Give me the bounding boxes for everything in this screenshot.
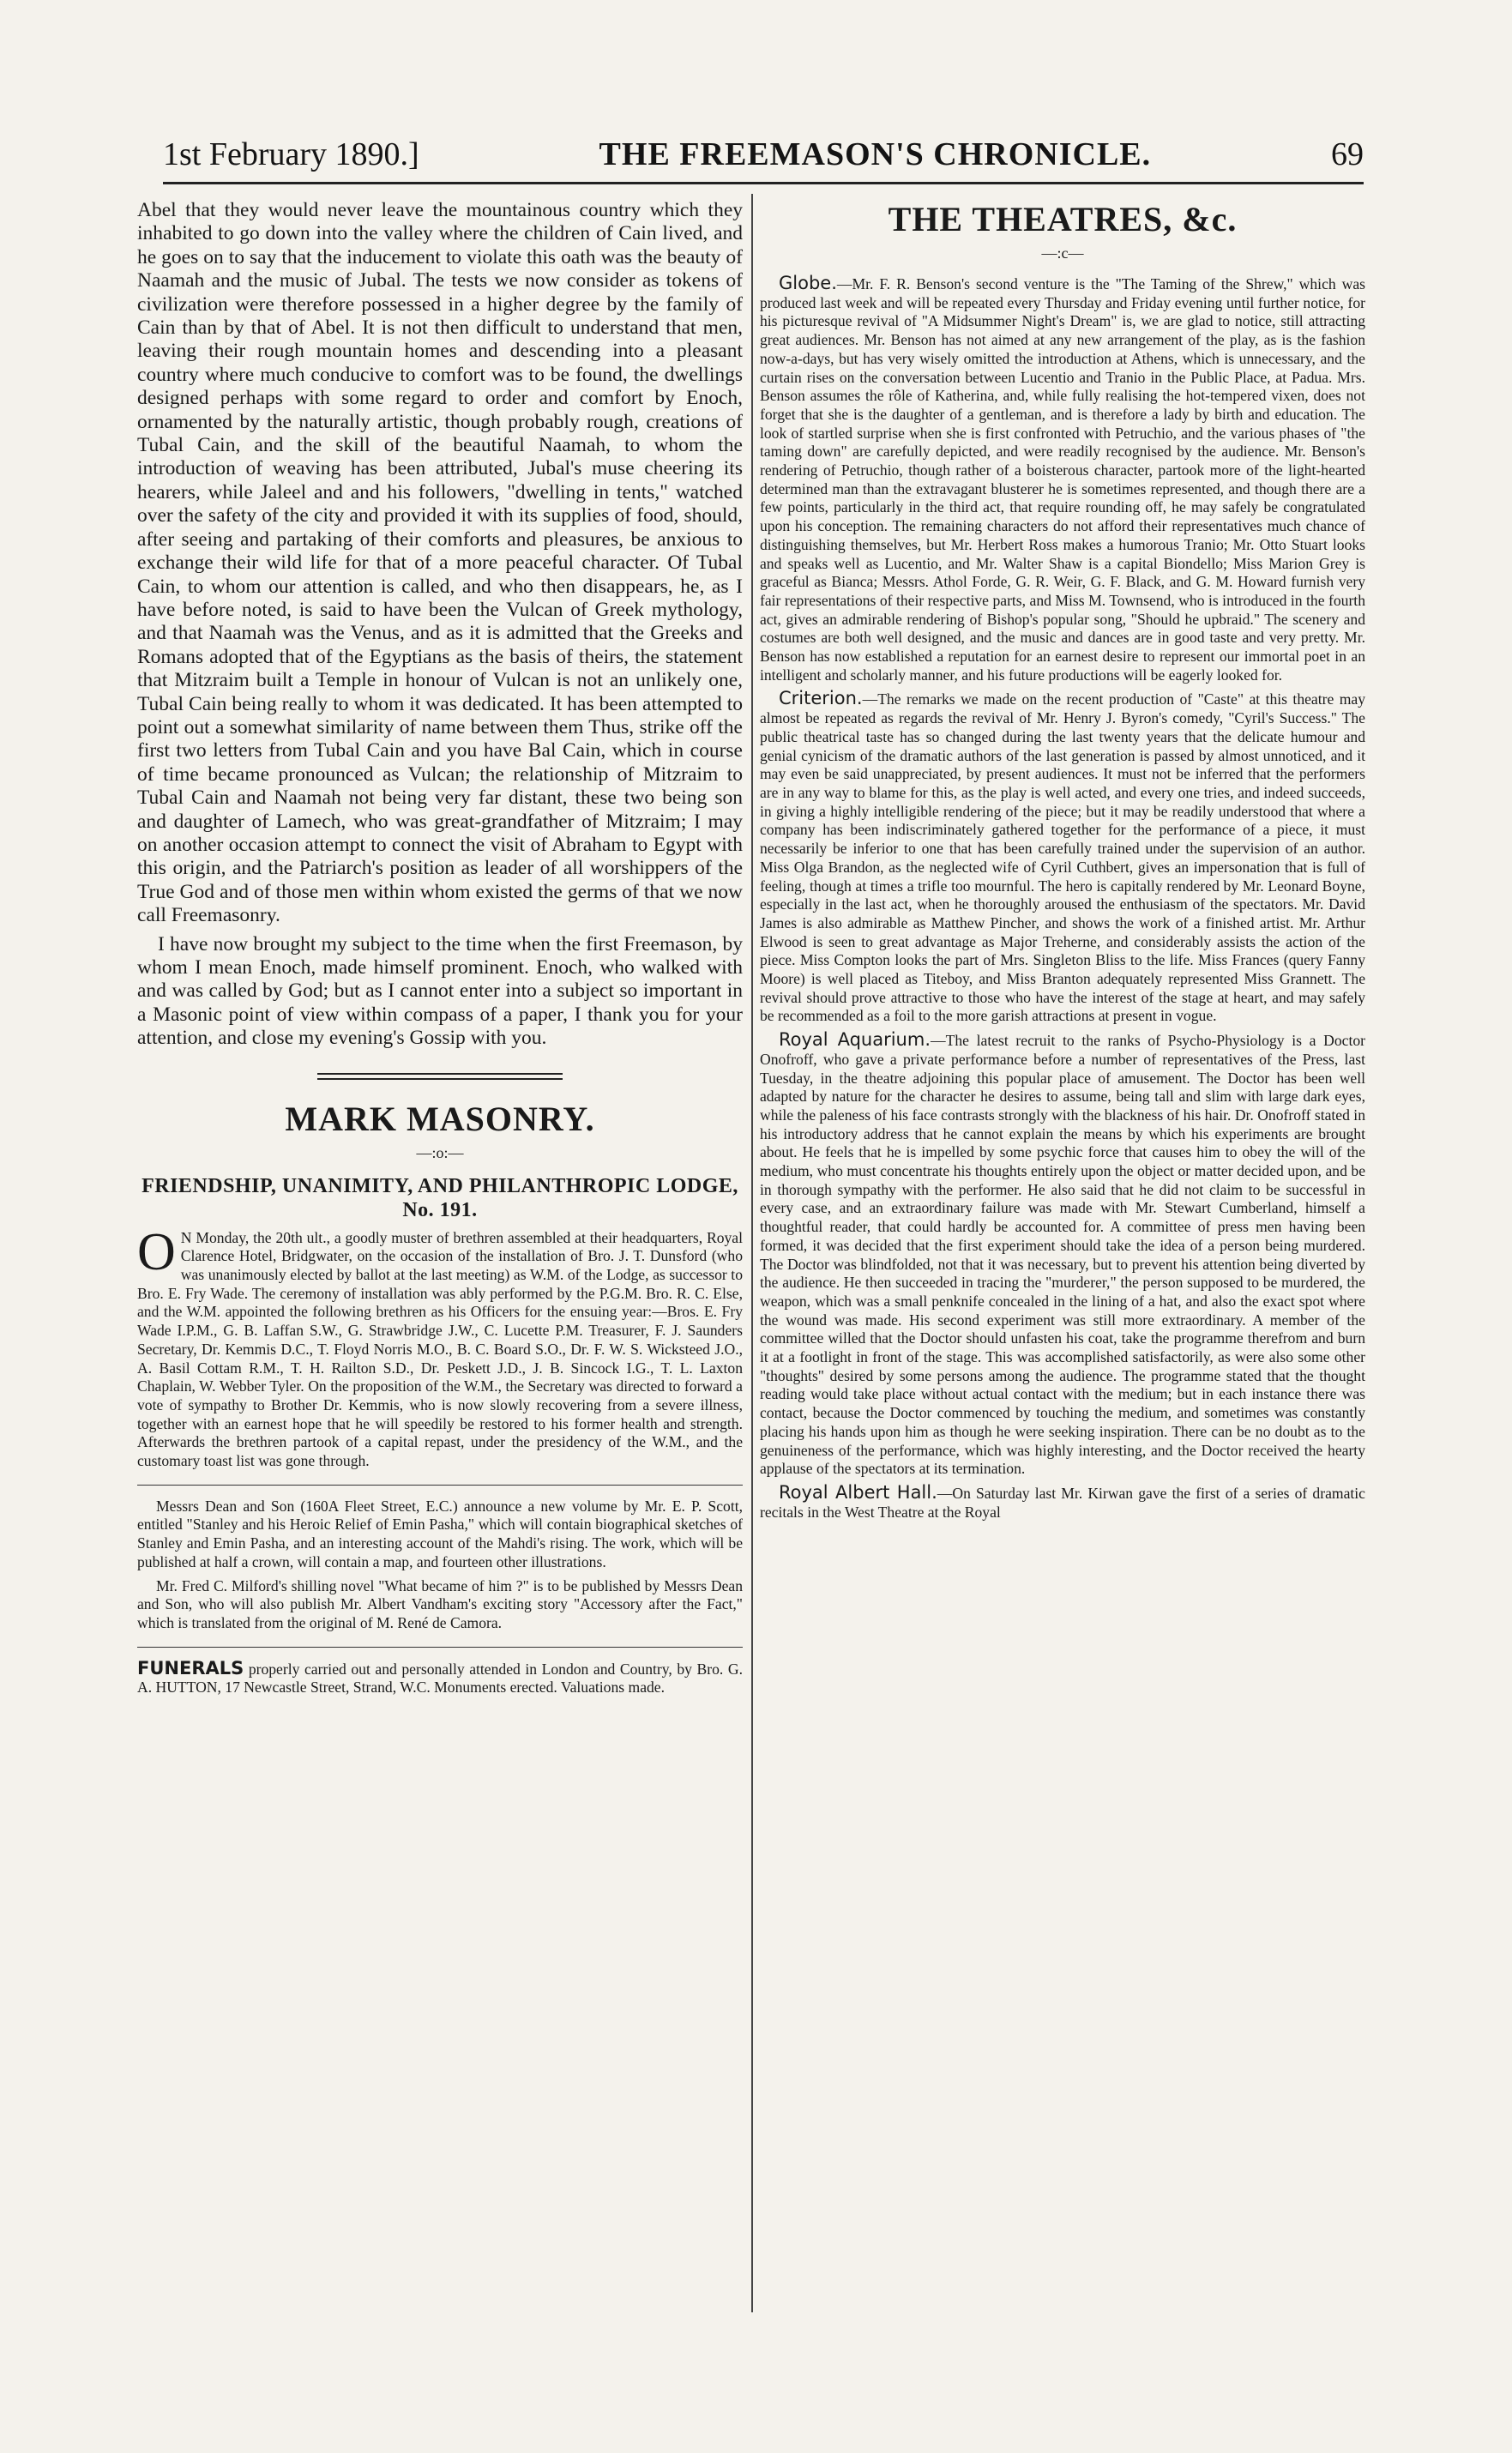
mark-masonry-heading: MARK MASONRY. [285,1099,595,1138]
criterion-text: —The remarks we made on the recent production of "Caste" at this theatre may almost be repeated as regards the revival of Mr. Henry J. Byron's comedy, "Cyril's Success." The public theatrical taste has so changed during the last twenty years that the delicate humour and genial cynicism of the dramatic authors of the last generation is passed by almost unnoticed, and it may even be said unappreciated, by present audiences. It must not be inferred that the performers are in any way to blame for this, as the play is well acted, and every one tries, and indeed succeeds, in giving a highly intelligible rendering of the piece; but it may be readily understood that where a company has been indiscriminately gathered together for the performance of a piece, it must necessarily be inferior to one that has been carefully trained under the supervision of an author. Miss Olga Brandon, as the neglected wife of Cyril Cuthbert, gives an impersonation that is full of feeling, though at times a trifle too mournful. The hero is capitally rendered by Mr. Leonard Boyne, especially in the last act, when he thoroughly aroused the enthusiasm of the spectators. Mr. David James is also admirable as Matthew Pincher, and shows the work of a finished artist. Mr. Arthur Elwood is seen to great advantage as Major Treherne, and considerably assists the action of the piece. Miss Compton looks the part of Mrs. Singleton Bliss to the life. Miss Frances (query Fanny Moore) is well placed as Titeboy, and Miss Branton adequately represented Miss Grannett. The revival should prove attractive to those who have the interest of the stage at heart, and may safely be recommended as a foil to the more garish attractions at present in vogue. [760,690,1365,1025]
albert-hall-review [760,1484,1365,1522]
funerals-text: properly carried out and personally attended in London and Country, by Bro. G. A. HUTTON, 17 Newcastle Street, Strand, W.C. Monuments erected. Valuations made. [137,1660,743,1697]
theatres-divider: —:c— [1041,244,1084,262]
drop-cap: O [137,1222,176,1281]
column-separator [751,194,753,2312]
publication-title: THE FREEMASON'S CHRONICLE. [599,136,1152,172]
gossip-paragraph-2: I have now brought my subject to the time when the first Freemason, by whom I mean Enoch, made himself prominent. Enoch, who walked with and was called by God; but as I cannot enter into a subject so important in a Masonic point of view within compass of a paper, I thank you for your attention, and close my evening's Gossip with you. [137,932,743,1050]
lodge-report-text: N Monday, the 20th ult., a goodly muster of brethren assembled at their headquarters, Royal Clarence Hotel, Bridgwater, on the occasion of the installation of Bro. J. T. Dunsford (who was unanimously elected by ballot at the last meeting) as W.M. of the Lodge, as successor to Bro. E. Fry Wade. The ceremony of installation was ably performed by the P.G.M. Bro. R. C. Else, and the W.M. appointed the following brethren as his Officers for the ensuing year:—Bros. E. Fry Wade I.P.M., G. B. Laffan S.W., G. Strawbridge J.W., C. Lucette P.M. Treasurer, F. J. Saunders Secretary, Dr. Kemmis D.C., T. Floyd Norris M.O., B. C. Board S.O., Dr. F. W. S. Wicksteed J.O., A. Basil Cottam R.M., T. H. Railton S.D., Dr. Peskett J.D., J. B. Sincock I.G., T. L. Laxton Chaplain, W. Webber Tyler. On the proposition of the W.M., the Secretary was directed to forward a vote of sympathy to Brother Dr. Kemmis, who is now slowly recovering from a severe illness, together with an earnest hope that he will speedily be restored to his former health and strength. Afterwards the brethren partook of a capital repast, under the presidency of the W.M., and the customary toast list was gone through. [137,1228,743,1470]
albert-hall-text: —On Saturday last Mr. Kirwan gave the first of a series of dramatic recitals in the West Theatre at the Royal [760,1485,1365,1521]
mark-masonry-divider: —:o:— [416,1143,464,1161]
aquarium-runin: Royal Aquarium. [779,1029,931,1051]
header-rule [163,182,1364,184]
dean-son-notice: Messrs Dean and Son (160A Fleet Street, E.C.) announce a new volume by Mr. E. P. Scott, entitled "Stanley and his Heroic Relief of Emin Pasha," which will contain biographical sketches of Stanley and Emin Pasha, and an interesting account of the Mahdi's rising. The work, which will be published at half a crown, will contain a map, and fourteen other illustrations. [137,1497,743,1570]
header-date: 1st February 1890.] [163,136,419,172]
albert-hall-runin: Royal Albert Hall. [779,1482,937,1503]
notice-rule [137,1485,743,1486]
advert-rule [137,1647,743,1648]
aquarium-review [760,1031,1365,1479]
globe-text: —Mr. F. R. Benson's second venture is the "The Taming of the Shrew," which was produced last week and will be repeated every Thursday and Friday evening until further notice, for his picturesque revival of "A Midsummer Night's Dream" is, we are glad to notice, still attracting great audiences. Mr. Benson has not aimed at any new arrangement of the play, as is the fashion now-a-days, but has very wisely omitted the introduction at Athens, which is unnecessary, and the curtain rises on the conversation between Lucentio and Tranio in the Public Place, at Padua. Mrs. Benson assumes the rôle of Katherina, and, while fully realising the hot-tempered vixen, does not forget that she is the daughter of a gentleman, and is therefore a lady by birth and education. The look of startled surprise when she is first confronted with Petruchio, and the various phases of "the taming down" are carefully depicted, and were readily recognised by the audience. Mr. Benson's rendering of Petruchio, though rather of a boisterous character, partook more of the light-hearted determined man than the extravagant blusterer he is sometimes represented, and though there are a few points, particularly in the third act, that require rounding off, he may safely be congratulated upon his conception. The remaining characters do not afford their representatives much chance of distinguishing themselves, but Mr. Herbert Ross makes a humorous Tranio; Mr. Otto Stuart looks and speaks well as Lucentio, and Mr. Walter Shaw is a capital Biondello; Miss Marion Grey is graceful as Bianca; Messrs. Athol Forde, G. R. Weir, G. F. Black, and G. M. Howard furnish very fair representations of their respective parts, and Miss M. Townsend, who is introduced in the fourth act, gives an admirable rendering of Bishop's popular song, "Should he upbraid." The scenery and costumes are both well designed, and the music and dances are in good taste and very pretty. Mr. Benson has now established a reputation for an earnest desire to represent our immortal poet in an intelligent and scholarly manner, and his future productions will be eagerly looked for. [760,275,1365,684]
gossip-paragraph-1: Abel that they would never leave the mountainous country which they inhabited to go down into the valley where the children of Cain lived, and he goes on to say that the inducement to violate this oath was the beauty of Naamah and the music of Jubal. The tests we now consider as tokens of civilization were therefore possessed in a higher degree by the family of Cain than by that of Abel. It is not then difficult to understand that men, leaving their rough mountain homes and descending into a pleasant country where much conducive to comfort was to be found, the dwellings designed perhaps with some regard to order and comfort by Enoch, ornamented by the naturally artistic, though probably rough, creations of Tubal Cain, and the skill of the beautiful Naamah, to whom the introduction of weaving has been attributed, Jubal's muse cheering its hearers, while Jaleel and and his followers, "dwelling in tents," watched over the safety of the city and provided it with its supplies of food, should, after seeing and partaking of their comforts and pleasures, be anxious to exchange their wild life for that of a more peaceful character. Of Tubal Cain, to whom our attention is called, and who then disappears, he, as I have before noted, is said to have been the Vulcan of Greek mythology, and that Naamah was the Venus, and as it is admitted that the Greeks and Romans adopted that of the Egyptians as the basis of theirs, the statement that Mitzraim built a Temple in honour of Vulcan is not an unlikely one, Tubal Cain being really to whom it was dedicated. It has been attempted to point out a somewhat similarity of name between them Thus, strike off the first two letters from Tubal Cain and you have Bal Cain, which in course of time became pronounced as Vulcan; the relationship of Mitzraim to Tubal Cain and Naamah not being very far distant, these two being son and daughter of Lamech, who was great-grandfather of Mitzraim; I may on another occasion attempt to connect the visit of Abraham to Egypt with this origin, and the Patriarch's position as leader of all worshippers of the True God and of those men within whom existed the germs of that we now call Freemasonry. [137,199,743,927]
section-divider-rule [317,1073,563,1080]
funerals-label: FUNERALS [137,1657,244,1679]
criterion-runin: Criterion. [779,688,863,709]
page-number: 69 [1331,136,1364,172]
left-column [137,199,743,1703]
page-header [163,130,1364,178]
lodge-heading: FRIENDSHIP, UNANIMITY, AND PHILANTHROPIC LODGE, No. 191. [142,1174,738,1221]
milford-novel-notice: Mr. Fred C. Milford's shilling novel "What became of him ?" is to be published by Messrs Dean and Son, who will also publish Mr. Albert Vandham's exciting story "Accessory after the Fact," which is translated from the original of M. René de Camora. [137,1576,743,1631]
criterion-review [760,690,1365,1026]
funerals-advert [137,1657,743,1697]
globe-review [760,274,1365,684]
aquarium-text: —The latest recruit to the ranks of Psycho-Physiology is a Doctor Onofroff, who gave a private performance before a number of representatives of the Press, last Tuesday, in the theatre adjoining this popular place of amusement. The Doctor has been well adapted by nature for the character he desires to assume, being tall and slim with large dark eyes, while the paleness of his face contrasts strongly with the blackness of his hair. Dr. Onofroff stated in his introductory address that he cannot explain the means by which his experiments are brought about. He feels that he is impelled by some psychic force that causes him to obey the will of the medium, who must concentrate his thoughts entirely upon the object or matter decided upon, and be in thorough sympathy with the performer. He also said that he did not claim to be successful in every case, and an extraordinary failure was made with Mr. Stewart Cumberland, himself a thoughtful reader, that could hardly be accounted for. A committee of press men having been formed, it was decided that the first experiment should take the idea of a person being murdered. The Doctor was blindfolded, not that it was necessary, but to prevent his attention being diverted by the audience. He then succeeded in tracing the "murderer," the person supposed to be murdered, the weapon, which was a small penknife concealed in the lining of a hat, and also the exact spot where the wound was made. His second experiment was still more extraordinary. A member of the committee willed that the Doctor should unfasten his coat, take the programme therefrom and burn it at a footlight in front of the stage. This was accomplished satisfactorily, as were also some other "thoughts" desired by some persons among the audience. The programme stated that the thought reading would take place without actual contact with the medium; but in each instance there was contact, because the Doctor commenced by touching the medium, and sometimes was constantly placing his hands upon him as though he were seeking inspiration. There can be no doubt as to the genuineness of the performance, which was highly interesting, and the Doctor received the hearty applause of the spectators at its termination. [760,1032,1365,1478]
right-column [760,199,1365,1527]
theatres-heading: THE THEATRES, &c. [888,200,1238,238]
lodge-report [137,1222,743,1471]
globe-runin: Globe. [779,273,837,293]
